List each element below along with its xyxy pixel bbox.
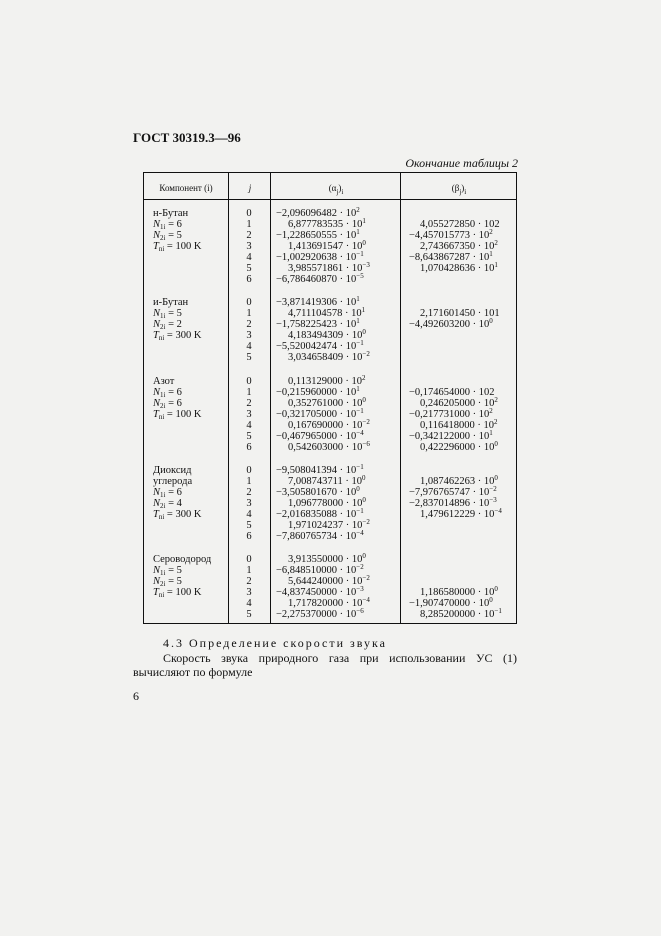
row-index-j: 2 (246, 487, 252, 498)
alpha-value: $0,167690000 \cdot 10^{-2}$ (288, 418, 370, 431)
row-index-j: 4 (246, 420, 252, 431)
alpha-value: $-0,321705000 \cdot 10^{-1}$ (276, 407, 364, 420)
component-label: углерода (153, 476, 193, 487)
row-index-j: 3 (246, 409, 252, 420)
row-index-j: 4 (246, 598, 252, 609)
beta-value: $1,479612229 \cdot 10^{-4}$ (420, 507, 502, 520)
row-index-j: 2 (246, 576, 252, 587)
beta-value: 4,055272850 · 102 (420, 219, 500, 230)
row-index-j: 1 (246, 565, 252, 576)
row-index-j: 5 (246, 609, 252, 620)
alpha-value: $0,113129000 \cdot 10^2$ (288, 374, 366, 387)
header-component: Компонент (i) (159, 183, 213, 193)
alpha-value: $-3,871419306 \cdot 10^1$ (276, 295, 360, 308)
alpha-value: $-9,508041394 \cdot 10^{-1}$ (276, 463, 364, 476)
alpha-value: $7,008743711 \cdot 10^0$ (288, 474, 366, 487)
row-index-j: 0 (246, 376, 252, 387)
table-left-border (143, 172, 144, 624)
component-label: $T_{ni} = 100$ K (153, 587, 202, 599)
beta-value: $8,285200000 \cdot 10^{-1}$ (420, 607, 502, 620)
beta-value: $-8,643867287 \cdot 10^1$ (409, 250, 493, 263)
row-index-j: 4 (246, 509, 252, 520)
component-label: Азот (153, 376, 175, 387)
alpha-value: $1,096778000 \cdot 10^0$ (288, 496, 366, 509)
beta-value: $1,087462263 \cdot 10^0$ (420, 474, 498, 487)
alpha-value: $0,352761000 \cdot 10^0$ (288, 396, 366, 409)
row-index-j: 2 (246, 398, 252, 409)
beta-value: $0,422296000 \cdot 10^0$ (420, 440, 498, 453)
component-label: $T_{ni} = 100$ K (153, 409, 202, 421)
row-index-j: 3 (246, 330, 252, 341)
header-j: j (248, 183, 252, 193)
row-index-j: 1 (246, 476, 252, 487)
header-beta: $(\beta_j)_i$ (451, 183, 467, 196)
row-index-j: 5 (246, 431, 252, 442)
beta-value: $-7,976765747 \cdot 10^{-2}$ (409, 485, 497, 498)
alpha-value: $3,985571861 \cdot 10^{-3}$ (288, 261, 370, 274)
row-index-j: 0 (246, 208, 252, 219)
col-separator-2 (270, 172, 271, 624)
beta-value: $1,070428636 \cdot 10^1$ (420, 261, 498, 274)
component-label: $N_{2i} = 4$ (153, 498, 182, 510)
alpha-value: $-6,848510000 \cdot 10^{-2}$ (276, 563, 364, 576)
alpha-value: $4,711104578 \cdot 10^1$ (288, 306, 366, 319)
header-separator (143, 199, 517, 200)
row-index-j: 5 (246, 520, 252, 531)
row-index-j: 4 (246, 252, 252, 263)
alpha-value: $-3,505801670 \cdot 10^0$ (276, 485, 360, 498)
table-bottom-border (143, 623, 517, 624)
alpha-value: $-2,096096482 \cdot 10^2$ (276, 206, 360, 219)
page-number: 6 (133, 689, 139, 703)
row-index-j: 0 (246, 465, 252, 476)
alpha-value: $1,971024237 \cdot 10^{-2}$ (288, 518, 370, 531)
alpha-value: $-7,860765734 \cdot 10^{-4}$ (276, 529, 364, 542)
alpha-value: $6,877783535 \cdot 10^1$ (288, 217, 366, 230)
row-index-j: 3 (246, 498, 252, 509)
alpha-value: $5,644240000 \cdot 10^{-2}$ (288, 574, 370, 587)
alpha-value: $-0,467965000 \cdot 10^{-4}$ (276, 429, 364, 442)
component-label: $N_{2i} = 5$ (153, 576, 182, 588)
component-label: н-Бутан (153, 208, 189, 219)
row-index-j: 1 (246, 387, 252, 398)
row-index-j: 3 (246, 241, 252, 252)
row-index-j: 0 (246, 554, 252, 565)
component-label: $N_{1i} = 5$ (153, 308, 182, 320)
beta-value: $-4,457015773 \cdot 10^2$ (409, 228, 493, 241)
row-index-j: 1 (246, 219, 252, 230)
alpha-value: $-1,758225423 \cdot 10^1$ (276, 317, 360, 330)
alpha-value: $4,183494309 \cdot 10^0$ (288, 328, 366, 341)
alpha-value: $-4,837450000 \cdot 10^{-3}$ (276, 585, 364, 598)
component-label: $N_{1i} = 5$ (153, 565, 182, 577)
document-title: ГОСТ 30319.3—96 (133, 130, 241, 145)
beta-value: $-0,217731000 \cdot 10^2$ (409, 407, 493, 420)
component-label: $T_{ni} = 100$ K (153, 241, 202, 253)
component-label: $N_{2i} = 5$ (153, 230, 182, 242)
beta-value: $-2,837014896 \cdot 10^{-3}$ (409, 496, 497, 509)
header-alpha: $(\alpha_j)_i$ (328, 183, 344, 196)
alpha-value: $-5,520042474 \cdot 10^{-1}$ (276, 339, 364, 352)
component-label: Сероводород (153, 554, 212, 565)
beta-value: $-0,342122000 \cdot 10^1$ (409, 429, 493, 442)
table-caption: Окончание таблицы 2 (405, 156, 518, 170)
col-separator-1 (228, 172, 229, 624)
alpha-value: $0,542603000 \cdot 10^{-6}$ (288, 440, 370, 453)
beta-value: $-1,907470000 \cdot 10^0$ (409, 596, 493, 609)
beta-value: −0,174654000 · 102 (409, 387, 495, 398)
section-body-text: Скорость звука природного газа при использовании УС (1) вычисляют по формуле (133, 651, 517, 679)
component-label: Диоксид (153, 465, 192, 476)
row-index-j: 2 (246, 230, 252, 241)
component-label: $T_{ni} = 300$ K (153, 330, 202, 342)
alpha-value: $3,913550000 \cdot 10^0$ (288, 552, 366, 565)
row-index-j: 3 (246, 587, 252, 598)
row-index-j: 0 (246, 297, 252, 308)
beta-value: $0,116418000 \cdot 10^2$ (420, 418, 498, 431)
table-top-border (143, 172, 517, 173)
row-index-j: 5 (246, 352, 252, 363)
beta-value: $0,246205000 \cdot 10^2$ (420, 396, 498, 409)
beta-value: 2,171601450 · 101 (420, 308, 500, 319)
component-label: и-Бутан (153, 297, 189, 308)
beta-value: $1,186580000 \cdot 10^0$ (420, 585, 498, 598)
col-separator-3 (400, 172, 401, 624)
component-label: $N_{2i} = 6$ (153, 398, 182, 410)
row-index-j: 6 (246, 442, 252, 453)
alpha-value: $1,717820000 \cdot 10^{-4}$ (288, 596, 370, 609)
alpha-value: $-1,228650555 \cdot 10^1$ (276, 228, 360, 241)
component-label: $T_{ni} = 300$ K (153, 509, 202, 521)
row-index-j: 1 (246, 308, 252, 319)
component-label: $N_{2i} = 2$ (153, 319, 182, 331)
component-label: $N_{1i} = 6$ (153, 219, 182, 231)
row-index-j: 4 (246, 341, 252, 352)
alpha-value: $-1,002920638 \cdot 10^{-1}$ (276, 250, 364, 263)
row-index-j: 6 (246, 274, 252, 285)
alpha-value: $-2,016835088 \cdot 10^{-1}$ (276, 507, 364, 520)
beta-value: $2,743667350 \cdot 10^2$ (420, 239, 498, 252)
alpha-value: $-2,275370000 \cdot 10^{-6}$ (276, 607, 364, 620)
alpha-value: $-0,215960000 \cdot 10^1$ (276, 385, 360, 398)
row-index-j: 2 (246, 319, 252, 330)
row-index-j: 5 (246, 263, 252, 274)
alpha-value: $-6,786460870 \cdot 10^{-5}$ (276, 272, 364, 285)
component-label: $N_{1i} = 6$ (153, 387, 182, 399)
alpha-value: $3,034658409 \cdot 10^{-2}$ (288, 350, 370, 363)
beta-value: $-4,492603200 \cdot 10^0$ (409, 317, 493, 330)
row-index-j: 6 (246, 531, 252, 542)
table-right-border (516, 172, 517, 624)
component-label: $N_{1i} = 6$ (153, 487, 182, 499)
alpha-value: $1,413691547 \cdot 10^0$ (288, 239, 366, 252)
section-heading: 4.3 Определение скорости звука (163, 636, 387, 650)
